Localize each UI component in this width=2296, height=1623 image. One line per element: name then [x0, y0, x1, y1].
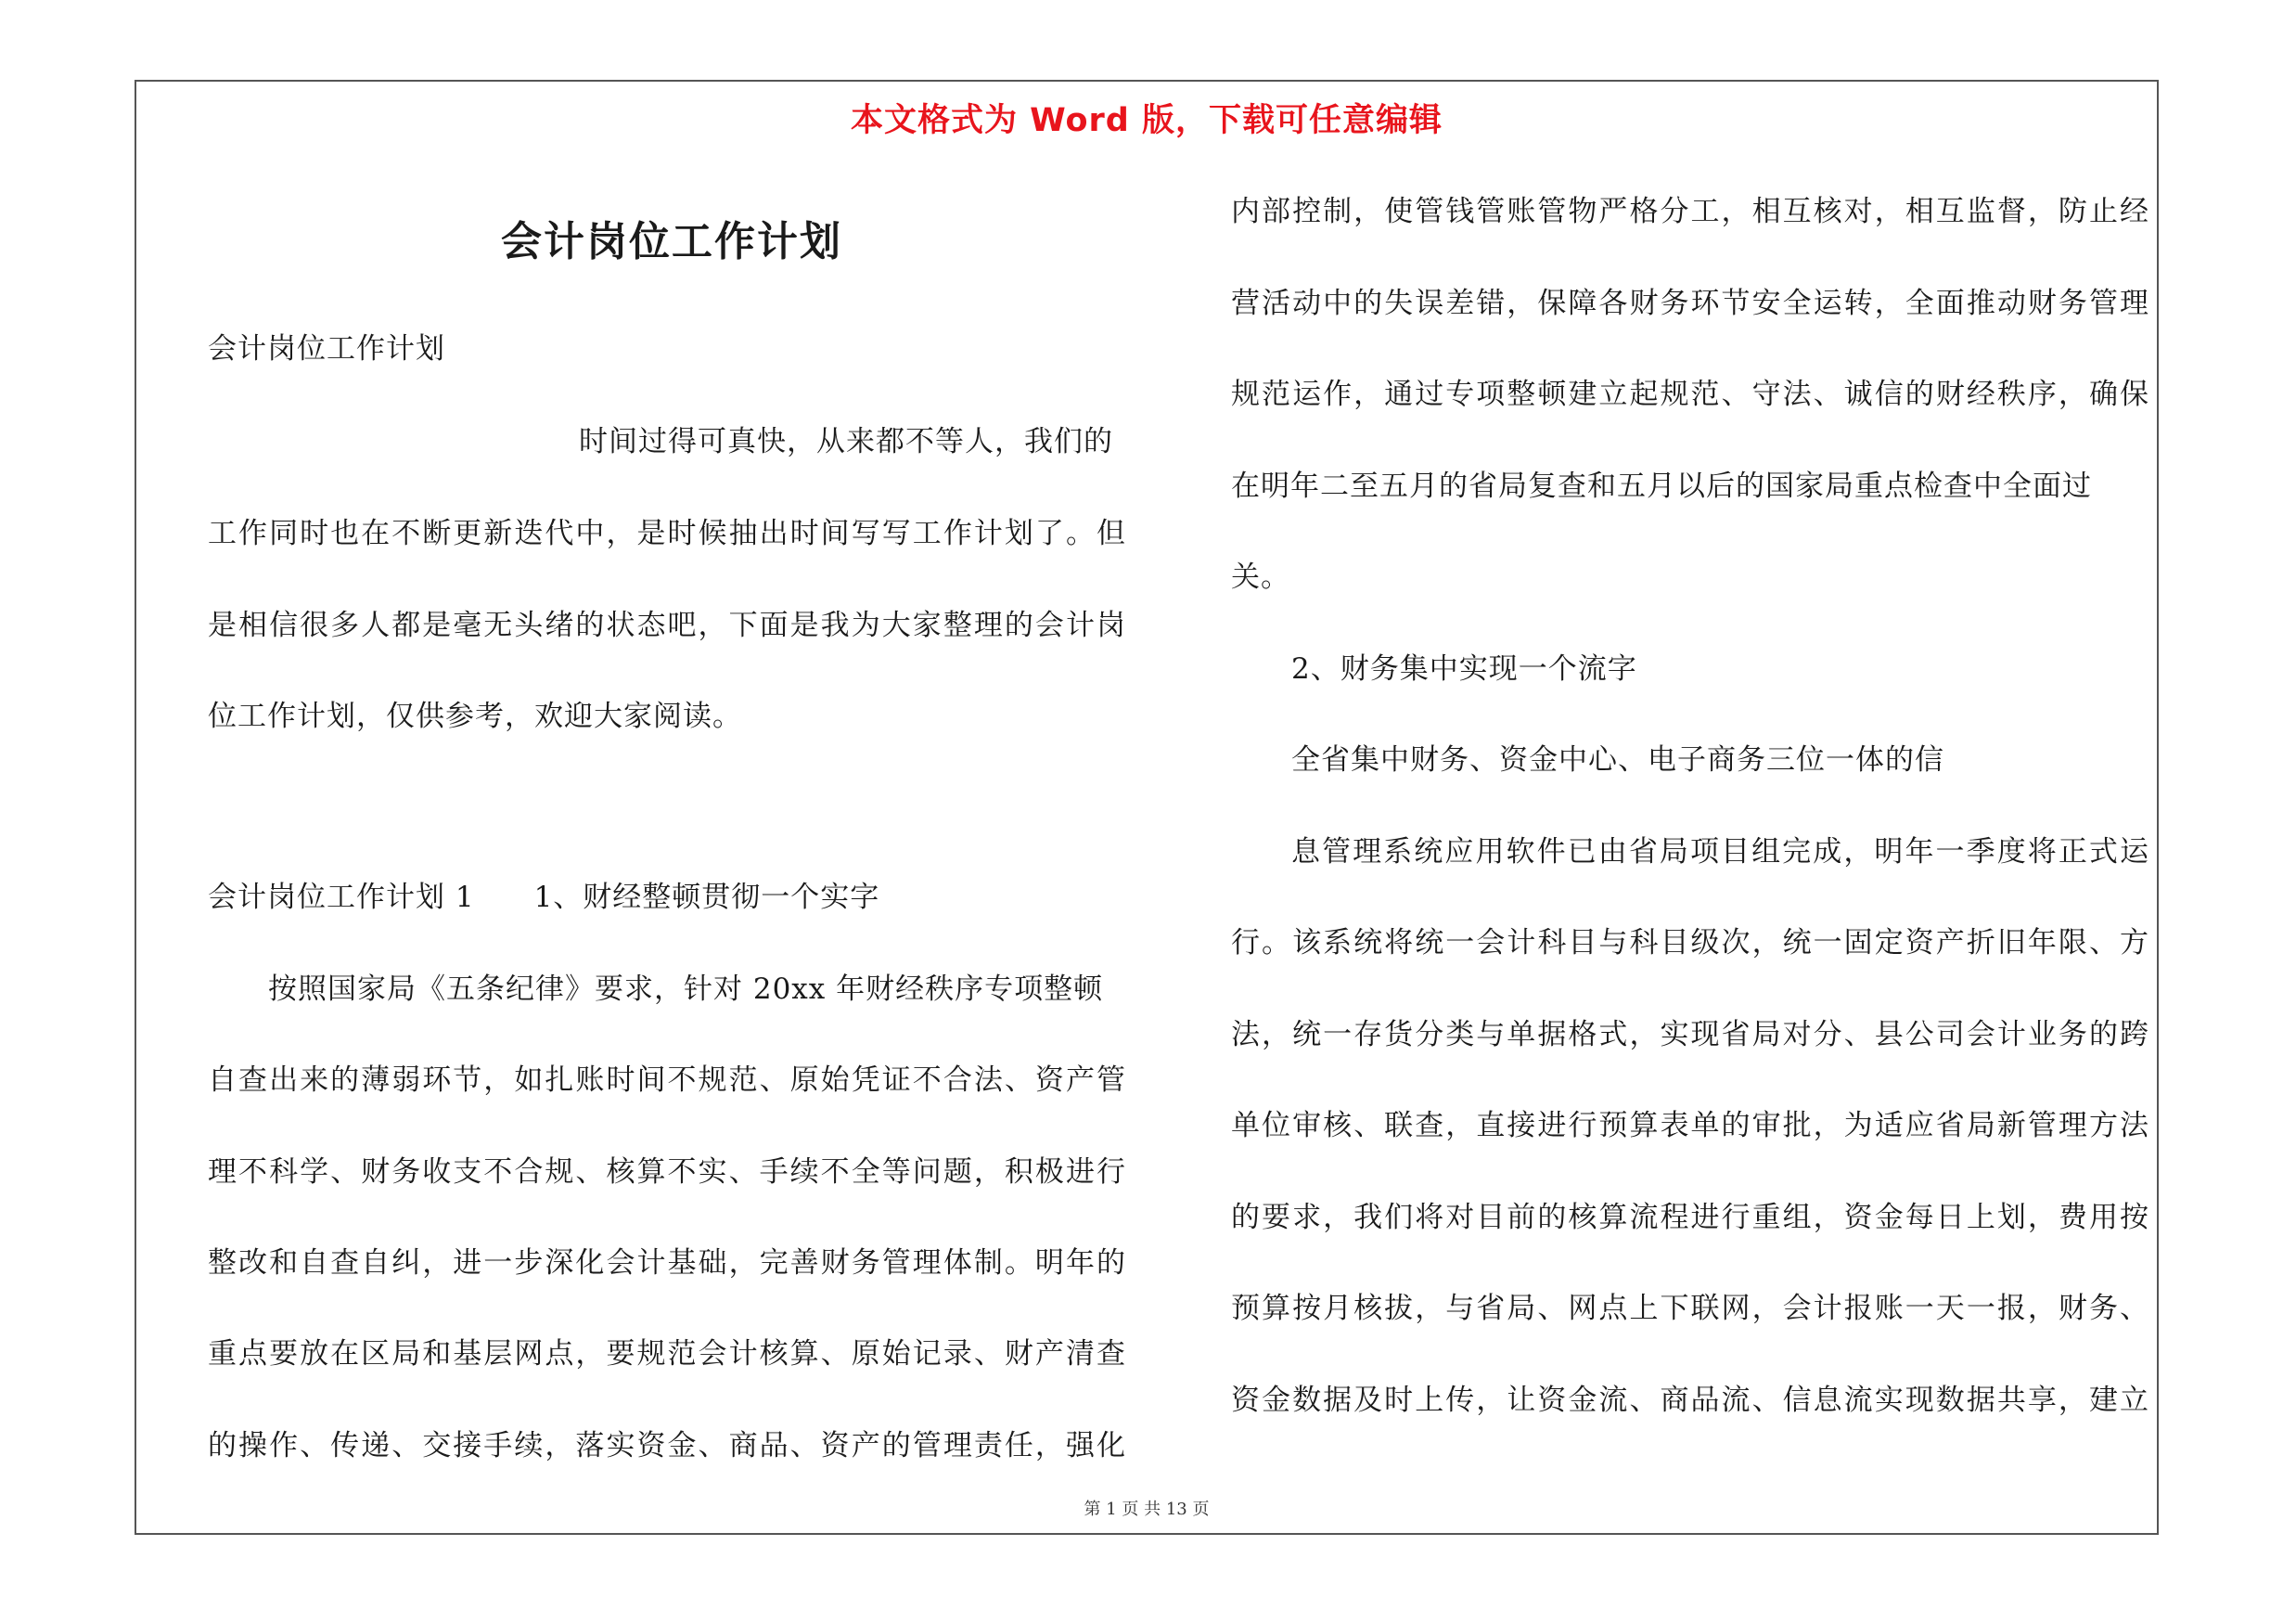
paragraph-line: 时间过得可真快，从来都不等人，我们的	[579, 425, 1113, 458]
page-frame	[135, 80, 2159, 1535]
paragraph-line: 全省集中财务、资金中心、电子商务三位一体的信	[1291, 743, 1944, 777]
document-title: 会计岗位工作计划	[501, 218, 842, 265]
paragraph-line: 预算按月核拔，与省局、网点上下联网，会计报账一天一报，财务、	[1231, 1292, 2149, 1325]
paragraph-line: 营活动中的失误差错，保障各财务环节安全运转，全面推动财务管理	[1231, 287, 2149, 320]
paragraph-line: 位工作计划，仅供参考，欢迎大家阅读。	[208, 700, 742, 733]
paragraph-line: 按照国家局《五条纪律》要求，针对 20xx 年财经秩序专项整顿	[268, 973, 1104, 1006]
paragraph-line: 内部控制，使管钱管账管物严格分工，相互核对，相互监督，防止经	[1231, 195, 2149, 228]
paragraph-line: 的操作、传递、交接手续，落实资金、商品、资产的管理责任，强化	[208, 1429, 1126, 1462]
paragraph-line: 关。	[1231, 560, 1290, 594]
section-heading: 会计岗位工作计划 1 1、财经整顿贯彻一个实字	[208, 881, 880, 914]
paragraph-line: 理不科学、财务收支不合规、核算不实、手续不全等问题，积极进行	[208, 1155, 1126, 1189]
paragraph-line: 规范运作，通过专项整顿建立起规范、守法、诚信的财经秩序，确保	[1231, 378, 2149, 411]
paragraph-line: 是相信很多人都是毫无头绪的状态吧，下面是我为大家整理的会计岗	[208, 609, 1126, 642]
paragraph-line: 在明年二至五月的省局复查和五月以后的国家局重点检查中全面过	[1231, 470, 2092, 503]
paragraph-line: 整改和自查自纠，进一步深化会计基础，完善财务管理体制。明年的	[208, 1246, 1126, 1280]
paragraph-line: 会计岗位工作计划	[208, 332, 445, 366]
paragraph-line: 的要求，我们将对目前的核算流程进行重组，资金每日上划，费用按	[1231, 1201, 2149, 1234]
paragraph-line: 重点要放在区局和基层网点，要规范会计核算、原始记录、财产清查	[208, 1337, 1126, 1371]
paragraph-line: 息管理系统应用软件已由省局项目组完成，明年一季度将正式运	[1291, 835, 2149, 869]
paragraph-line: 行。该系统将统一会计科目与科目级次，统一固定资产折旧年限、方	[1231, 926, 2149, 960]
paragraph-line: 法，统一存货分类与单据格式，实现省局对分、县公司会计业务的跨	[1231, 1018, 2149, 1051]
page-number-footer: 第 1 页 共 13 页	[1084, 1500, 1210, 1519]
paragraph-line: 自查出来的薄弱环节，如扎账时间不规范、原始凭证不合法、资产管	[208, 1063, 1126, 1097]
watermark-banner: 本文格式为 Word 版，下载可任意编辑	[850, 102, 1443, 139]
paragraph-line: 资金数据及时上传，让资金流、商品流、信息流实现数据共享，建立	[1231, 1384, 2149, 1417]
paragraph-line: 工作同时也在不断更新迭代中，是时候抽出时间写写工作计划了。但	[208, 517, 1126, 550]
section-heading: 2、财务集中实现一个流字	[1291, 652, 1637, 686]
paragraph-line: 单位审核、联查，直接进行预算表单的审批，为适应省局新管理方法	[1231, 1109, 2149, 1142]
